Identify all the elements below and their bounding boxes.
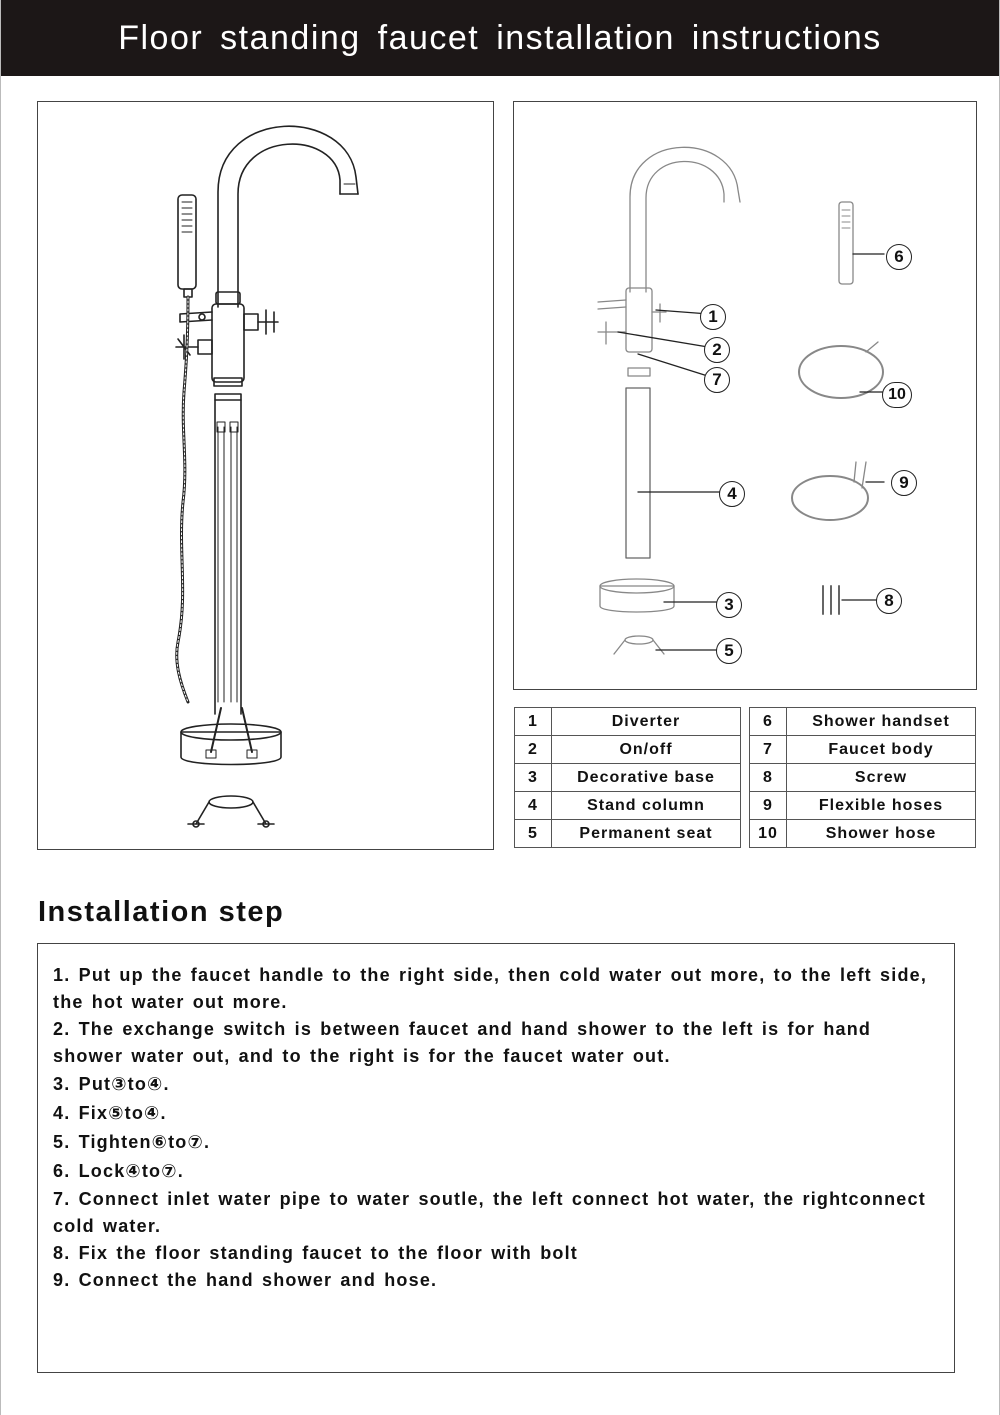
callout-5: 5 (716, 638, 742, 664)
table-row (750, 820, 976, 848)
part-number: 10 (750, 820, 787, 848)
part-name: Diverter (552, 708, 741, 736)
table-row (515, 764, 741, 792)
part-number: 6 (750, 708, 787, 736)
part-number: 4 (515, 792, 552, 820)
callout-4: 4 (719, 481, 745, 507)
step-7: 7. Connect inlet water pipe to water soutle, the left connect hot water, the rightconnect cold water. (53, 1189, 926, 1236)
step-5: 5. Tighten⑥to⑦. (53, 1132, 211, 1152)
part-name: Faucet body (787, 736, 976, 764)
callout-6: 6 (886, 244, 912, 270)
callout-8: 8 (876, 588, 902, 614)
part-name: On/off (552, 736, 741, 764)
part-number: 7 (750, 736, 787, 764)
step-2: 2. The exchange switch is between faucet and hand shower to the left is for hand shower water out, and to the right is for the faucet water out. (53, 1019, 872, 1066)
table-row (750, 764, 976, 792)
parts-table-left (514, 707, 741, 848)
step-9: 9. Connect the hand shower and hose. (53, 1270, 438, 1290)
table-row (515, 792, 741, 820)
parts-table-right (749, 707, 976, 848)
part-name: Decorative base (552, 764, 741, 792)
callout-10: 10 (882, 382, 912, 408)
part-name: Shower handset (787, 708, 976, 736)
callout-1: 1 (700, 304, 726, 330)
part-number: 3 (515, 764, 552, 792)
step-8: 8. Fix the floor standing faucet to the floor with bolt (53, 1243, 578, 1263)
part-name: Screw (787, 764, 976, 792)
exploded-parts-panel (513, 101, 977, 690)
table-row (750, 708, 976, 736)
step-4: 4. Fix⑤to④. (53, 1103, 167, 1123)
step-3: 3. Put③to④. (53, 1074, 170, 1094)
part-name: Stand column (552, 792, 741, 820)
installation-steps (37, 943, 955, 1373)
assembled-faucet-panel (37, 101, 494, 850)
part-name: Permanent seat (552, 820, 741, 848)
part-number: 1 (515, 708, 552, 736)
part-number: 8 (750, 764, 787, 792)
page-title: Floor standing faucet installation instructions (0, 0, 1000, 76)
table-row (515, 820, 741, 848)
callout-9: 9 (891, 470, 917, 496)
part-name: Shower hose (787, 820, 976, 848)
callout-2: 2 (704, 337, 730, 363)
part-name: Flexible hoses (787, 792, 976, 820)
callout-7: 7 (704, 367, 730, 393)
step-6: 6. Lock④to⑦. (53, 1161, 184, 1181)
assembled-faucet-illustration (38, 102, 495, 851)
callout-3: 3 (716, 592, 742, 618)
table-row (515, 708, 741, 736)
table-row (750, 792, 976, 820)
table-row (515, 736, 741, 764)
part-number: 9 (750, 792, 787, 820)
part-number: 2 (515, 736, 552, 764)
step-1: 1. Put up the faucet handle to the right side, then cold water out more, to the left side, the hot water out more. (53, 965, 928, 1012)
table-row (750, 736, 976, 764)
part-number: 5 (515, 820, 552, 848)
installation-heading: Installation step (38, 896, 285, 928)
